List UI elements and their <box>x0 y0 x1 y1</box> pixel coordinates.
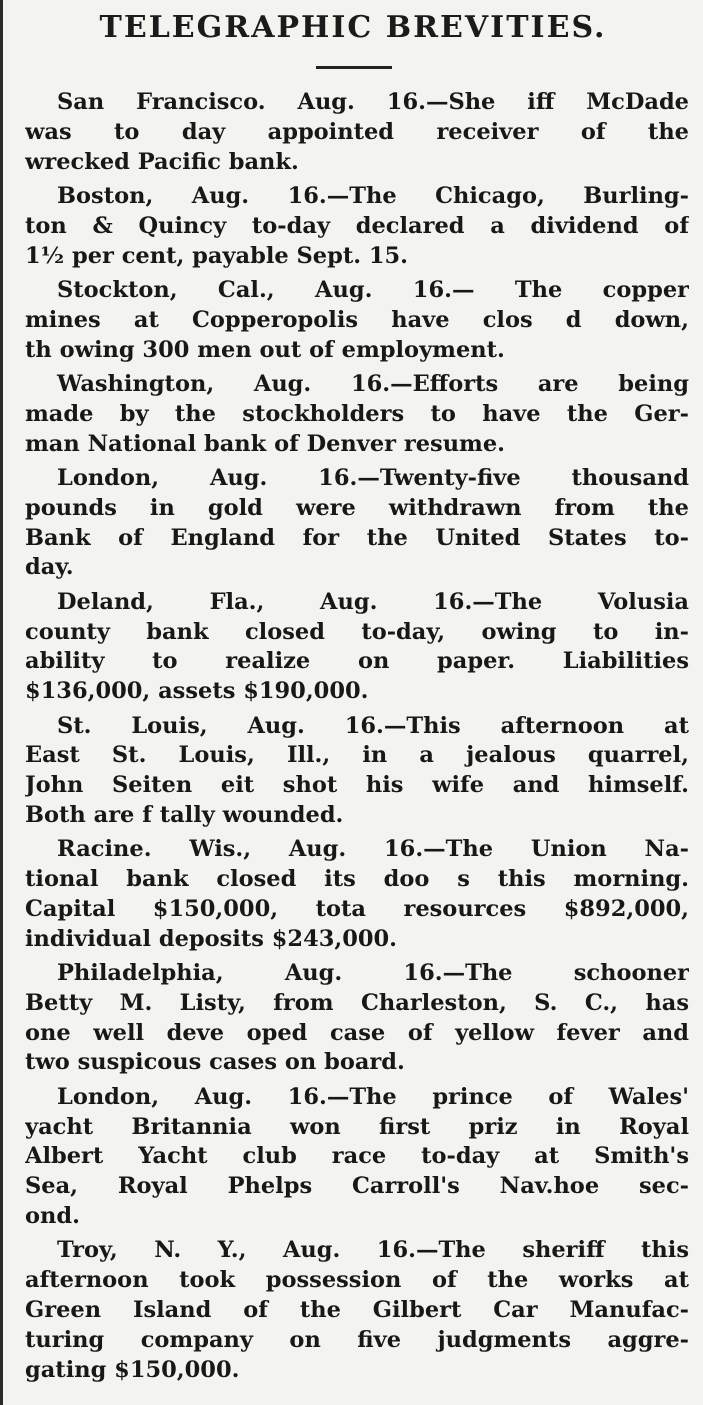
article-line: pounds in gold were withdrawn from the <box>25 494 689 521</box>
news-item-london-gold <box>25 464 689 583</box>
article-line: one well deve oped case of yellow fever and <box>25 1019 689 1046</box>
article-line: ability to realize on paper. Liabilities <box>25 648 689 675</box>
article-line: turing company on five judgments aggre- <box>25 1326 689 1353</box>
article-line: county bank closed to-day, owing to in- <box>25 618 689 645</box>
article-line: 1½ per cent, payable Sept. 15. <box>25 242 409 269</box>
article-line: $136,000, assets $190,000. <box>25 678 369 705</box>
article-line: individual deposits $243,000. <box>25 925 398 952</box>
article-line: gating $150,000. <box>25 1356 240 1383</box>
article-line: London, Aug. 16.—The prince of Wales' <box>57 1083 689 1110</box>
article-line: was to day appointed receiver of the <box>25 118 689 145</box>
article-line: Albert Yacht club race to-day at Smith's <box>25 1143 689 1170</box>
article-line: ond. <box>25 1203 80 1230</box>
article-line: Philadelphia, Aug. 16.—The schooner <box>57 960 689 987</box>
title-divider <box>316 66 392 69</box>
article-line: man National bank of Denver resume. <box>25 430 506 457</box>
article-line: Sea, Royal Phelps Carroll's Nav.hoe sec- <box>25 1173 689 1200</box>
article-line: afternoon took possession of the works at <box>25 1267 689 1294</box>
article-line: San Francisco. Aug. 16.—She iff McDade <box>57 89 689 115</box>
article-line: Boston, Aug. 16.—The Chicago, Burling- <box>57 182 689 209</box>
article-line: wrecked Pacific bank. <box>25 148 299 175</box>
article-line: ton & Quincy to-day declared a dividend of <box>25 212 689 239</box>
news-item-troy <box>25 1236 689 1385</box>
article-line: Troy, N. Y., Aug. 16.—The sheriff this <box>57 1237 689 1264</box>
article-line: tional bank closed its doo s this morning. <box>25 866 689 893</box>
article-line: Capital $150,000, tota resources $892,000, <box>25 895 689 922</box>
article-line: Stockton, Cal., Aug. 16.— The copper <box>57 276 689 303</box>
page-title: TELEGRAPHIC BREVITIES. <box>99 10 607 45</box>
news-item-deland <box>25 588 689 707</box>
article-line: Racine. Wis., Aug. 16.—The Union Na- <box>57 836 689 863</box>
news-item-washington <box>25 370 689 459</box>
news-item-stockton <box>25 276 689 365</box>
article-line: Washington, Aug. 16.—Efforts are being <box>57 370 689 397</box>
article-line: th owing 300 men out of employment. <box>25 336 505 363</box>
article-line: Betty M. Listy, from Charleston, S. C., has <box>25 989 689 1016</box>
article-line: Green Island of the Gilbert Car Manufac- <box>25 1297 689 1324</box>
article-line: two suspicous cases on board. <box>25 1049 405 1076</box>
article-line: St. Louis, Aug. 16.—This afternoon at <box>57 712 689 739</box>
news-item-philadelphia <box>25 959 689 1078</box>
article-line: Deland, Fla., Aug. 16.—The Volusia <box>57 588 689 615</box>
article-line: London, Aug. 16.—Twenty-five thousand <box>57 464 689 491</box>
news-item-san-francisco <box>25 88 689 177</box>
article-line: made by the stockholders to have the Ger- <box>25 400 689 427</box>
news-item-boston <box>25 182 689 271</box>
article-line: yacht Britannia won first priz in Royal <box>25 1113 689 1140</box>
article-line: John Seiten eit shot his wife and himself. <box>25 772 689 799</box>
article-line: Bank of England for the United States to- <box>25 524 689 551</box>
news-item-st-louis <box>25 712 689 831</box>
article-line: day. <box>25 554 74 581</box>
article-line: East St. Louis, Ill., in a jealous quarrel, <box>25 742 689 769</box>
news-item-london-yacht <box>25 1083 689 1232</box>
article-list <box>25 88 689 1390</box>
news-item-racine <box>25 835 689 954</box>
article-line: mines at Copperopolis have clos d down, <box>25 306 689 333</box>
article-line: Both are f tally wounded. <box>25 801 344 828</box>
